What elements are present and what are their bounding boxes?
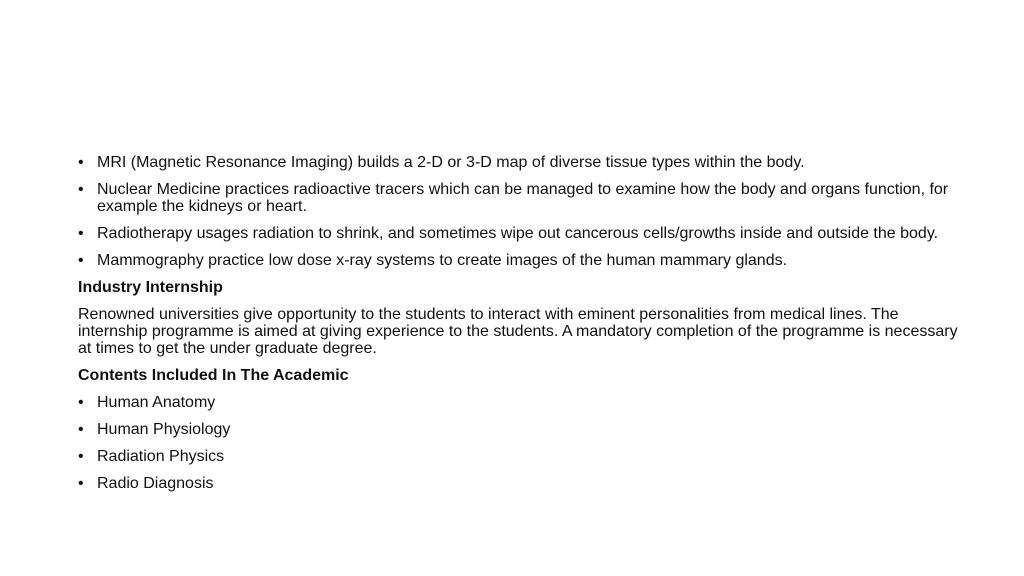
list-item xyxy=(78,181,958,215)
list-item xyxy=(78,154,958,171)
list-item xyxy=(78,421,958,438)
list-item-text: Radiation Physics xyxy=(97,448,225,465)
list-item-text: MRI (Magnetic Resonance Imaging) builds a 2-D or 3-D map of diverse tissue types within the body. xyxy=(97,154,805,171)
list-item-text: Radio Diagnosis xyxy=(97,475,214,492)
internship-paragraph: Renowned universities give opportunity to the students to interact with eminent personalities from medical lines. The internship programme is aimed at giving experience to the students. A mandatory completion of the programme is necessary at times to get the under graduate degree. xyxy=(78,306,958,357)
list-item-text: Human Physiology xyxy=(97,421,231,438)
section-heading-internship: Industry Internship xyxy=(78,279,223,296)
imaging-bullet-list xyxy=(78,154,958,269)
list-item xyxy=(78,394,958,411)
list-item xyxy=(78,475,958,492)
list-item xyxy=(78,448,958,465)
list-item-text: Mammography practice low dose x-ray systems to create images of the human mammary glands. xyxy=(97,252,788,269)
contents-bullet-list xyxy=(78,394,958,492)
list-item-text: Nuclear Medicine practices radioactive tracers which can be managed to examine how the body and organs function, for example the kidneys or heart. xyxy=(97,181,949,215)
list-item xyxy=(78,252,958,269)
section-heading-contents: Contents Included In The Academic xyxy=(78,367,349,384)
list-item-text: Radiotherapy usages radiation to shrink, and sometimes wipe out cancerous cells/growths inside and outside the body. xyxy=(97,225,939,242)
slide-content xyxy=(78,154,958,502)
list-item-text: Human Anatomy xyxy=(97,394,216,411)
list-item xyxy=(78,225,958,242)
